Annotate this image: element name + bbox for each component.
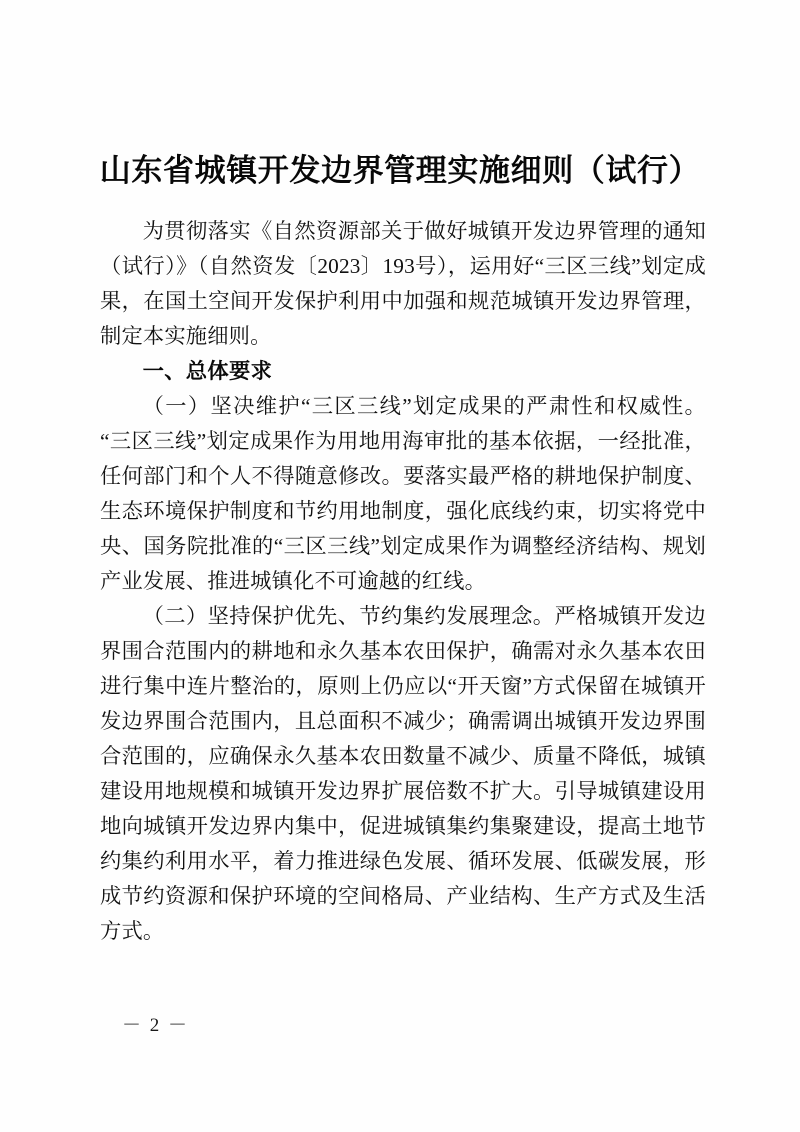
document-body [100,214,706,949]
paragraph-item-two: （二）坚持保护优先、节约集约发展理念。严格城镇开发边界围合范围内的耕地和永久基本农田保护，确需对永久基本农田进行集中连片整治的，原则上仍应以“开天窗”方式保留在城镇开发边界围合范围内，且总面积不减少；确需调出城镇开发边界围合范围的，应确保永久基本农田数量不减少、质量不降低，城镇建设用地规模和城镇开发边界扩展倍数不扩大。引导城镇建设用地向城镇开发边界内集中，促进城镇集约集聚建设，提高土地节约集约利用水平，着力推进绿色发展、循环发展、低碳发展，形成节约资源和保护环境的空间格局、产业结构、生产方式及生活方式。 [100,604,706,943]
page-number: － 2 － [122,1015,190,1036]
paragraph-item-one: （一）坚决维护“三区三线”划定成果的严肃性和权威性。“三区三线”划定成果作为用地用海审批的基本依据，一经批准，任何部门和个人不得随意修改。要落实最严格的耕地保护制度、生态环境保护制度和节约用地制度，强化底线约束，切实将党中央、国务院批准的“三区三线”划定成果作为调整经济结构、规划产业发展、推进城镇化不可逾越的红线。 [100,394,706,593]
heading-section-one: 一、总体要求 [142,359,273,383]
page-title: 山东省城镇开发边界管理实施细则（试行） [99,152,701,188]
paragraph-preamble: 为贯彻落实《自然资源部关于做好城镇开发边界管理的通知（试行）》（自然资发〔2023〕193号），运用好“三区三线”划定成果，在国土空间开发保护利用中加强和规范城镇开发边界管理，制定本实施细则。 [100,219,706,348]
